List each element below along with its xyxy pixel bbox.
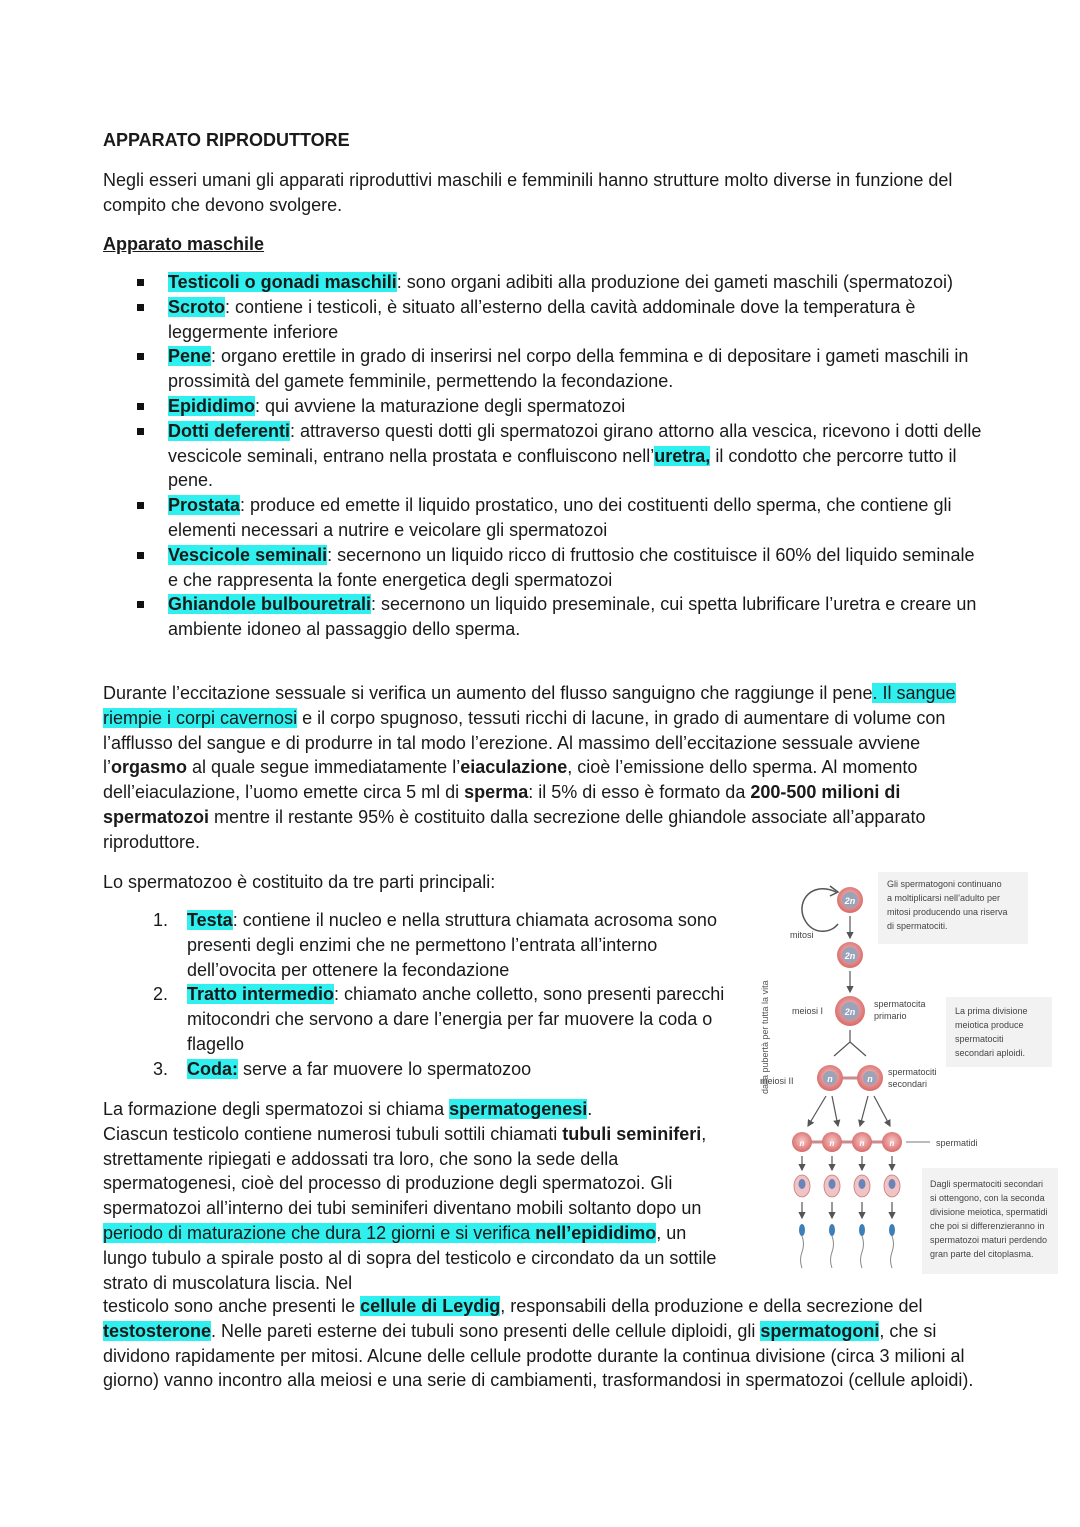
primario-label: primario <box>874 1011 907 1021</box>
note-line: Dagli spermatociti secondari <box>930 1179 1044 1189</box>
list-item: Scroto: contiene i testicoli, è situato all’esterno della cavità addominale dove la temperatura è leggermente inferiore <box>103 295 983 345</box>
ploidy-label: 2n <box>844 896 856 906</box>
bullet-icon <box>137 353 144 360</box>
note-line: secondari aploidi. <box>955 1048 1026 1058</box>
section-title: Apparato maschile <box>103 234 265 254</box>
note-line: di spermatociti. <box>887 921 948 931</box>
mature-sperm-row <box>799 1224 895 1268</box>
note-line: Gli spermatogoni continuano <box>887 879 1002 889</box>
secondari-label: secondari <box>888 1079 928 1089</box>
mitosi-label: mitosi <box>790 930 814 940</box>
primario-label: spermatocita <box>874 999 926 1009</box>
cell-spermatocyte-primary <box>835 996 865 1026</box>
list-item: 3. Coda: serve a far muovere lo spermatozoo <box>153 1058 532 1079</box>
meiosis2-arrows <box>808 1096 890 1126</box>
note-line: gran parte del citoplasma. <box>930 1249 1034 1259</box>
list-item: Vescicole seminali: secernono un liquido ricco di fruttosio che costituisce il 60% del liquido seminale e che rappresenta la fonte energetica degli spermatozoi <box>103 543 983 593</box>
note-line: che poi si differenzieranno in <box>930 1221 1045 1231</box>
cell-2n-middle <box>837 942 863 968</box>
spermatid-arrows <box>802 1156 892 1170</box>
meiosi1-label: meiosi I <box>792 1006 824 1016</box>
list-item: 2. Tratto intermedio: chiamato anche colletto, sono presenti parecchi mitocondri che servono a dare l’energia per far muovere la coda o flagello <box>153 984 725 1054</box>
ploidy-label: 2n <box>844 951 856 961</box>
list-item: Testicoli o gonadi maschili: sono organi adibiti alla produzione dei gameti maschili (spermatozoi) <box>103 270 983 295</box>
note-line: a moltiplicarsi nell’adulto per <box>887 893 1001 903</box>
note-line: si ottengono, con la seconda <box>930 1193 1045 1203</box>
page-title: APPARATO RIPRODUTTORE <box>103 130 350 150</box>
cell-2n-top <box>837 887 863 913</box>
list-item: Prostata: produce ed emette il liquido prostatico, uno dei costituenti dello sperma, che contiene gli elementi necessari a nutrire e veicolare gli spermatozoi <box>103 493 983 543</box>
erection-paragraph: Durante l’eccitazione sessuale si verifica un aumento del flusso sanguigno che raggiunge il pene. Il sangue riempie i corpi cavernosi e il corpo spugnoso, tessuti ricchi di lacune, in grado di aumentare di volume con l’afflusso del sangue e di produrre in tal modo l’erezione. Al massimo dell’eccitazione sessuale avviene l’orgasmo al quale segue immediatamente l’eiaculazione, cioè l’emissione dello sperma. Al momento dell’eiaculazione, l’uomo emette circa 5 ml di sperma: il 5% di esso è formato da 200-500 milioni di spermatozoi mentre il restante 95% è costituito dalla secrezione delle ghiandole associate all’apparato riproduttore. <box>103 683 956 852</box>
spermatogenesis-diagram <box>750 862 1060 1282</box>
note-line: spermatociti <box>955 1034 1004 1044</box>
sperm-parts-list <box>103 908 743 1082</box>
bullet-icon <box>137 428 144 435</box>
note-line: mitosi producendo una riserva <box>887 907 1008 917</box>
intro-paragraph: Negli esseri umani gli apparati riproduttivi maschili e femminili hanno strutture molto diverse in funzione del compito che devono svolgere. <box>103 170 953 215</box>
ploidy-label: n <box>889 1139 895 1148</box>
bullet-icon <box>137 502 144 509</box>
bullet-icon <box>137 304 144 311</box>
bullet-icon <box>137 279 144 286</box>
list-item: 1. Testa: contiene il nucleo e nella struttura chiamata acrosoma sono presenti degli enzimi che ne permettono l’entrata all’interno dell’ovocita per ottenere la fecondazione <box>153 910 717 980</box>
note-line: divisione meiotica, spermatidi <box>930 1207 1048 1217</box>
maturing-sperm-row <box>794 1175 900 1197</box>
spermatidi-label: spermatidi <box>936 1138 978 1148</box>
organ-list <box>103 270 983 642</box>
secondari-label: spermatociti <box>888 1067 937 1077</box>
split-arrow <box>834 1030 866 1056</box>
ploidy-label: n <box>799 1139 805 1148</box>
leydig-paragraph: testicolo sono anche presenti le cellule di Leydig, responsabili della produzione e della secrezione del testosterone. Nelle pareti esterne dei tubuli sono presenti delle cellule diploidi, gli spermatogoni, che si dividono rapidamente per mitosi. Alcune delle cellule prodotte durante la continua divisione (circa 3 milioni al giorno) vanno incontro alla meiosi e una serie di cambiamenti, trasformandosi in spermatozoi (cellule aploidi). <box>103 1296 974 1391</box>
bullet-icon <box>137 552 144 559</box>
cell-secondary-right <box>857 1065 883 1091</box>
list-item: Ghiandole bulbouretrali: secernono un liquido preseminale, cui spetta lubrificare l’uretra e creare un ambiente idoneo al passaggio dello sperma. <box>103 592 983 642</box>
note-line: meiotica produce <box>955 1020 1024 1030</box>
ploidy-label: n <box>859 1139 865 1148</box>
list-item: Epididimo: qui avviene la maturazione degli spermatozoi <box>103 394 983 419</box>
cell-secondary-left <box>817 1065 843 1091</box>
ploidy-label: n <box>867 1074 873 1084</box>
bullet-icon <box>137 403 144 410</box>
spermatogenesis-paragraph: La formazione degli spermatozoi si chiama spermatogenesi. Ciascun testicolo contiene numerosi tubuli sottili chiamati tubuli seminiferi, strettamente ripiegati e addossati tra loro, che sono la sede della spermatogenesi, cioè del processo di produzione degli spermatozoi. Gli spermatozoi all’interno dei tubi seminiferi diventano mobili soltanto dopo un periodo di maturazione che dura 12 giorni e si verifica nell’epididimo, un lungo tubulo a spirale posto al di sopra del testicolo e circondato da un sottile strato di muscolatura liscia. Nel <box>103 1099 717 1293</box>
ploidy-label: 2n <box>844 1007 856 1017</box>
note-line: La prima divisione <box>955 1006 1028 1016</box>
ploidy-label: n <box>829 1139 835 1148</box>
meiosi2-label: meiosi II <box>760 1076 794 1086</box>
maturation-arrows <box>802 1202 892 1218</box>
list-item: Pene: organo erettile in grado di inserirsi nel corpo della femmina e di depositare i gameti maschili in prossimità del gamete femminile, permettendo la fecondazione. <box>103 344 983 394</box>
sperm-intro: Lo spermatozoo è costituito da tre parti principali: <box>103 872 496 892</box>
ploidy-label: n <box>827 1074 833 1084</box>
note-line: spermatozoi maturi perdendo <box>930 1235 1048 1245</box>
vertical-label: dalla pubertà per tutta la vita <box>760 980 770 1094</box>
bullet-icon <box>137 601 144 608</box>
list-item: Dotti deferenti: attraverso questi dotti gli spermatozoi girano attorno alla vescica, ricevono i dotti delle vescicole seminali, entrano nella prostata e confluiscono nell’uretra, il condotto che percorre tutto il pene. <box>103 419 983 493</box>
